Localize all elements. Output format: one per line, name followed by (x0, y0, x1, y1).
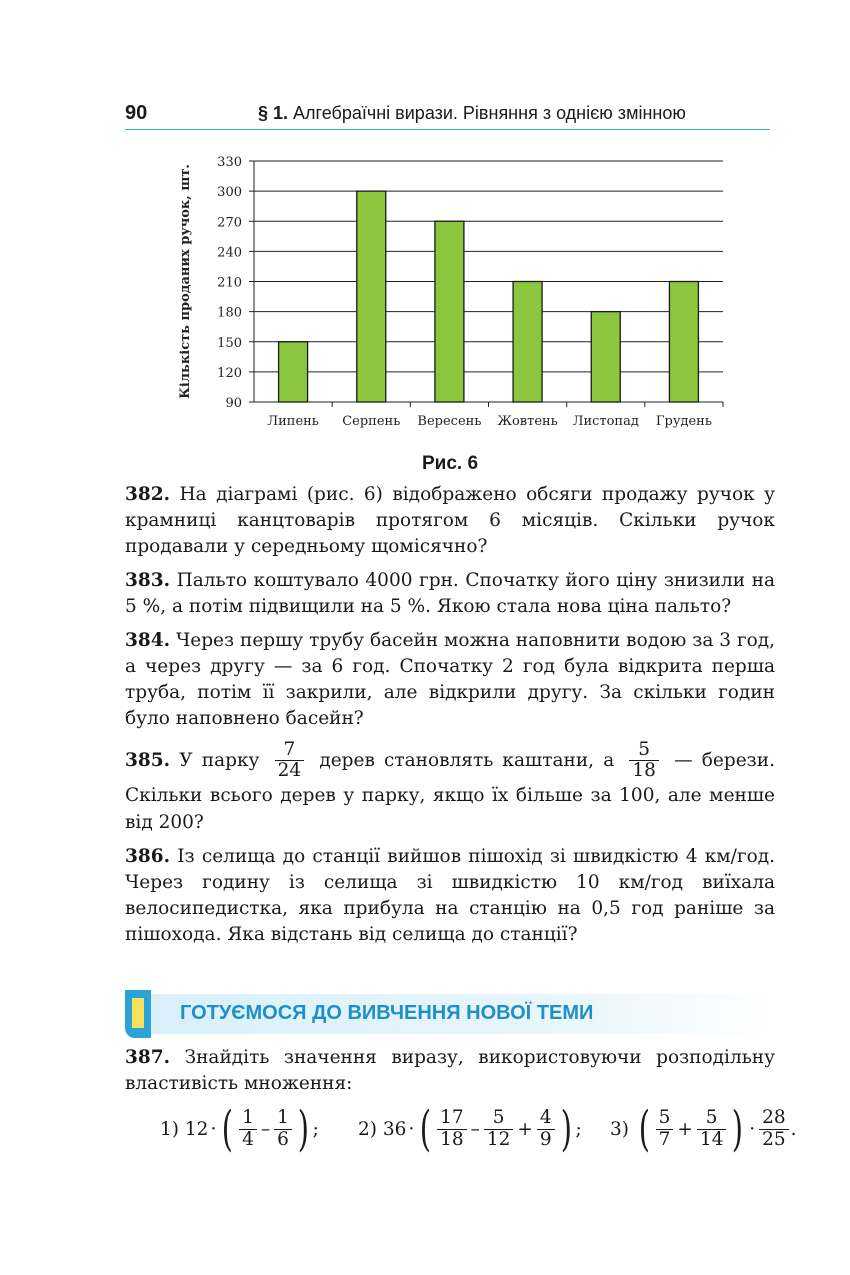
problem-number: 385. (125, 749, 171, 771)
expression-label: 2) (358, 1118, 377, 1140)
bar (279, 342, 308, 402)
problem-text: Пальто коштувало 4000 грн. Спочатку його ціну знизили на 5 %, а потім підвищили на 5 %. Якою стала нова ціна пальто? (125, 570, 775, 617)
multiply-sign: · (210, 1118, 217, 1140)
y-tick-label: 270 (217, 215, 242, 231)
problem-text: Через першу трубу басейн можна наповнити водою за 3 год, а через другу — за 6 год. Спочатку 2 год була відкрита перша труба, потім її закрили, але відкрили другу. За скільки годин було наповнено басейн? (125, 630, 776, 729)
operator: – (260, 1118, 271, 1140)
fraction (274, 1108, 292, 1150)
x-tick-label: Серпень (342, 414, 401, 429)
fraction-numerator: 28 (759, 1108, 789, 1129)
bar (513, 282, 542, 403)
problem-number: 383. (125, 570, 171, 591)
bar (669, 282, 698, 403)
expression-2 (358, 1098, 582, 1160)
right-paren: ) (732, 1101, 744, 1157)
fraction-denominator: 18 (440, 1128, 464, 1150)
x-tick-label: Листопад (572, 414, 639, 429)
problem-382 (125, 482, 775, 560)
fraction (537, 1108, 555, 1150)
fraction-denominator: 25 (762, 1128, 786, 1150)
running-title (258, 103, 686, 124)
punctuation: ; (575, 1118, 582, 1140)
fraction-denominator: 9 (539, 1128, 552, 1150)
expression-1 (160, 1098, 319, 1160)
fraction-denominator: 7 (658, 1128, 671, 1150)
problem-383 (125, 568, 775, 620)
y-tick-label: 330 (217, 155, 242, 170)
coefficient: 36 (382, 1118, 407, 1140)
fraction-denominator: 18 (632, 760, 656, 782)
problem-text: У парку (179, 749, 260, 771)
operator: – (470, 1118, 480, 1140)
problem-386 (125, 844, 775, 948)
expressions (160, 1098, 797, 1160)
problem-number: 387. (125, 1047, 171, 1068)
problem-number: 386. (125, 845, 171, 867)
x-tick-label: Липень (267, 414, 319, 429)
left-paren: ( (420, 1101, 432, 1157)
y-tick-label: 240 (217, 245, 242, 261)
y-tick-label: 120 (217, 365, 242, 381)
multiply-sign: · (749, 1118, 756, 1140)
fraction-denominator: 4 (242, 1128, 254, 1150)
fraction (656, 1108, 674, 1150)
fraction (239, 1108, 257, 1150)
punctuation: . (790, 1118, 797, 1140)
y-tick-label: 90 (225, 396, 242, 411)
fraction-numerator: 1 (274, 1108, 292, 1129)
fraction-numerator: 17 (437, 1108, 467, 1129)
fraction (484, 1108, 514, 1150)
section-title: Алгебраїчні вирази. Рівняння з однією змінною (293, 103, 686, 123)
section-banner (125, 990, 770, 1038)
right-paren: ) (297, 1101, 309, 1157)
problem-385 (125, 740, 775, 836)
punctuation: ; (312, 1118, 319, 1140)
bar (591, 312, 620, 402)
y-tick-label: 180 (217, 305, 242, 321)
y-axis-label: Кількість проданих ручок, шт. (178, 164, 193, 399)
problems-list (125, 482, 775, 956)
figure-caption: Рис. 6 (421, 453, 479, 474)
problem-text: Знайдіть значення виразу, використовуючи розподільну властивість множення: (125, 1047, 775, 1094)
banner-title: ГОТУЄМОСЯ ДО ВИВЧЕННЯ НОВОЇ ТЕМИ (180, 1002, 594, 1024)
fraction-numerator: 5 (484, 1108, 514, 1129)
fraction-numerator: 5 (629, 740, 659, 761)
y-tick-label: 300 (217, 185, 242, 201)
page-number: 90 (125, 102, 148, 124)
fraction-numerator: 4 (537, 1108, 555, 1129)
fraction (759, 1108, 789, 1150)
fraction (437, 1108, 467, 1150)
problem-text: — берези. Скільки всього дерев у парку, якщо їх більше за 100, але менше від 200? (125, 749, 775, 833)
problem-384 (125, 628, 775, 732)
banner-accent-stripe (132, 998, 144, 1028)
fraction-numerator: 5 (697, 1108, 727, 1129)
operator: + (517, 1118, 533, 1140)
fraction-numerator: 5 (656, 1108, 674, 1129)
left-paren: ( (222, 1101, 234, 1157)
problem-387 (125, 1045, 775, 1097)
fraction (629, 740, 659, 782)
fraction-denominator: 24 (277, 760, 302, 782)
expression-label: 3) (610, 1118, 629, 1140)
fraction-numerator: 1 (239, 1108, 257, 1129)
y-tick-label: 150 (217, 335, 242, 351)
problem-number: 382. (125, 484, 171, 505)
operator: + (677, 1118, 693, 1140)
coefficient: 12 (184, 1118, 209, 1140)
right-paren: ) (560, 1101, 572, 1157)
problem-text: На діаграмі (рис. 6) відображено обсяги продажу ручок у крамниці канцтоварів протягом 6 місяців. Скільки ручок продавали у середньому щомісячно? (125, 484, 775, 557)
expression-3 (610, 1098, 797, 1160)
x-tick-label: Грудень (655, 414, 712, 429)
fraction-denominator: 14 (699, 1128, 724, 1150)
y-tick-label: 210 (217, 275, 242, 291)
problem-text: Із селища до станції вийшов пішохід зі швидкістю 4 км/год. Через годину із селища зі швидкістю 10 км/год виїхала велосипедистка, яка прибула на станцію на 0,5 год раніше за пішохода. Яка відстань від селища до станції? (125, 845, 775, 945)
expression-label: 1) (160, 1118, 179, 1140)
fraction-denominator: 12 (486, 1128, 511, 1150)
fraction (275, 740, 305, 782)
section-mark: § 1. (258, 103, 289, 123)
bar (435, 221, 464, 402)
page-header (125, 100, 770, 130)
fraction (697, 1108, 727, 1150)
fraction-denominator: 6 (277, 1128, 289, 1150)
problem-text: дерев становлять каштани, а (319, 749, 615, 771)
fraction-numerator: 7 (275, 740, 305, 761)
left-paren: ( (638, 1101, 650, 1157)
bar-chart (170, 148, 730, 438)
problem-number: 384. (125, 630, 171, 651)
x-tick-label: Жовтень (497, 414, 558, 429)
bar (357, 191, 386, 402)
x-tick-label: Вересень (417, 414, 482, 429)
multiply-sign: · (408, 1118, 415, 1140)
